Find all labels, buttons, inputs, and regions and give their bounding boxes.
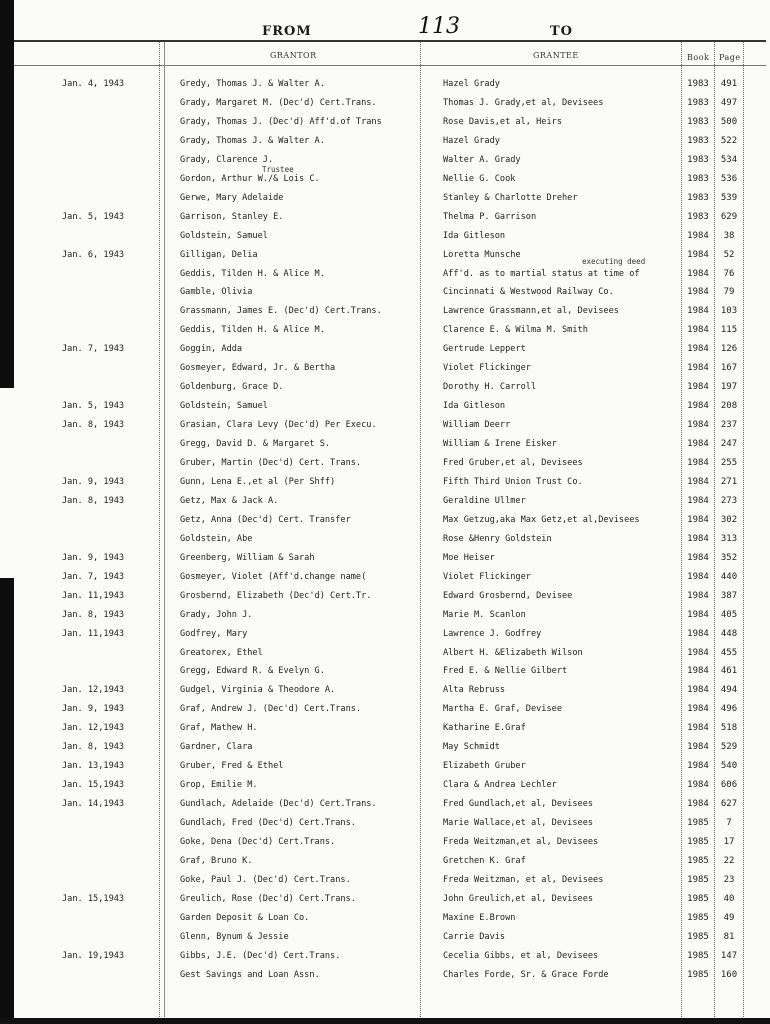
- entry-date: Jan. 9, 1943: [62, 704, 125, 715]
- book-number: 1984: [687, 799, 709, 810]
- ledger-row: [0, 265, 770, 284]
- ledger-row: [0, 681, 770, 700]
- page-number: 540: [720, 761, 738, 772]
- header-rule: [14, 40, 766, 42]
- ledger-row: [0, 246, 770, 265]
- entry-date: Jan. 5, 1943: [62, 211, 125, 222]
- page-number: 76: [723, 268, 735, 279]
- page-number: 38: [723, 230, 735, 241]
- ledger-row: [0, 416, 770, 435]
- grantor-name: Goldstein, Abe: [180, 533, 253, 544]
- grantee-name: Moe Heiser: [443, 552, 495, 563]
- grantor-name: Getz, Anna (Dec'd) Cert. Transfer: [180, 514, 351, 525]
- page-number: 237: [720, 420, 738, 431]
- ledger-row: [0, 511, 770, 530]
- ledger-row: [0, 435, 770, 454]
- ledger-row: [0, 151, 770, 170]
- ledger-row: [0, 113, 770, 132]
- page-number: 115: [720, 325, 738, 336]
- grantor-name: Gundlach, Fred (Dec'd) Cert.Trans.: [180, 818, 356, 829]
- ledger-row: [0, 75, 770, 94]
- grantee-name: Ida Gitleson: [443, 230, 506, 241]
- grantee-name: Marie M. Scanlon: [443, 609, 526, 620]
- page-number: 313: [720, 533, 738, 544]
- ledger-row: [0, 625, 770, 644]
- grantee-name: Gertrude Leppert: [443, 344, 526, 355]
- ledger-row: [0, 966, 770, 985]
- ledger-row: [0, 871, 770, 890]
- book-number: 1984: [687, 230, 709, 241]
- page-number: 22: [723, 855, 735, 866]
- grantee-name: Freda Weitzman,et al, Devisees: [443, 837, 599, 847]
- grantor-name: Grady, John J.: [180, 609, 253, 620]
- page-number: 23: [723, 874, 735, 885]
- book-number: 1984: [687, 647, 709, 658]
- book-number: 1984: [687, 704, 709, 715]
- grantee-name: William Deerr: [443, 420, 511, 431]
- page-column-header: Page: [719, 53, 741, 62]
- grantor-name: Gardner, Clara: [180, 742, 253, 753]
- page-number: 496: [720, 704, 738, 715]
- grantor-name: Gordon, Arthur W./& Lois C.: [180, 173, 320, 184]
- grantor-name: Gilligan, Delia: [180, 249, 258, 260]
- grantor-name: Garden Deposit & Loan Co.: [180, 912, 310, 923]
- grantor-name: Greulich, Rose (Dec'd) Cert.Trans.: [180, 893, 356, 904]
- grantor-name: Gregg, Edward R. & Evelyn G.: [180, 666, 325, 677]
- book-number: 1984: [687, 249, 709, 260]
- page-number: 273: [720, 495, 738, 506]
- grantee-name: Hazel Grady: [443, 79, 500, 89]
- grantee-name: Albert H. &Elizabeth Wilson: [443, 647, 583, 658]
- book-number: 1983: [687, 173, 709, 184]
- ledger-row: [0, 947, 770, 966]
- grantor-name: Gunn, Lena E.,et al (Per Shff): [180, 476, 336, 487]
- book-number: 1984: [687, 666, 709, 677]
- page-number: 81: [723, 931, 735, 942]
- entry-date: Jan. 8, 1943: [62, 609, 125, 620]
- entry-date: Jan. 11,1943: [62, 628, 125, 639]
- book-number: 1985: [687, 969, 709, 980]
- grantee-name: Fred E. & Nellie Gilbert: [443, 666, 568, 677]
- grantor-name: Gamble, Olivia: [180, 287, 253, 298]
- entry-date: Jan. 5, 1943: [62, 401, 125, 412]
- book-number: 1983: [687, 135, 709, 146]
- book-number: 1983: [687, 154, 709, 165]
- entry-date: Jan. 12,1943: [62, 685, 125, 696]
- entry-date: Jan. 8, 1943: [62, 420, 125, 431]
- book-number: 1984: [687, 685, 709, 696]
- to-heading: TO: [550, 24, 573, 39]
- from-heading: FROM: [262, 24, 312, 39]
- ledger-row: [0, 454, 770, 473]
- ledger-row: [0, 227, 770, 246]
- ledger-row: [0, 132, 770, 151]
- page-number: 534: [720, 154, 738, 165]
- book-number: 1984: [687, 780, 709, 791]
- entry-date: Jan. 19,1943: [62, 950, 125, 961]
- page-number: 491: [720, 79, 738, 89]
- entry-date: Jan. 14,1943: [62, 799, 125, 810]
- grantee-name: May Schmidt: [443, 742, 500, 753]
- book-number: 1985: [687, 837, 709, 847]
- book-number: 1984: [687, 420, 709, 431]
- page-number: 529: [720, 742, 738, 753]
- grantee-name: Max Getzug,aka Max Getz,et al,Devisees: [443, 514, 640, 525]
- book-number: 1983: [687, 79, 709, 89]
- page-number: 197: [720, 382, 738, 393]
- ledger-row: [0, 644, 770, 663]
- grantor-name: Grasian, Clara Levy (Dec'd) Per Execu.: [180, 420, 377, 431]
- page-number: 147: [720, 950, 738, 961]
- page-number: 49: [723, 912, 735, 923]
- page-number: 455: [720, 647, 738, 658]
- grantor-name: Gundlach, Adelaide (Dec'd) Cert.Trans.: [180, 799, 377, 810]
- grantor-name: Grady, Clarence J.: [180, 154, 274, 165]
- grantee-column-header: GRANTEE: [533, 51, 579, 60]
- grantee-name: Ida Gitleson: [443, 401, 506, 412]
- grantor-name: Glenn, Bynum & Jessie: [180, 931, 289, 942]
- book-number: 1983: [687, 192, 709, 203]
- page-number: 448: [720, 628, 738, 639]
- page-number: 352: [720, 552, 738, 563]
- page-number: 522: [720, 135, 738, 146]
- page-number: 461: [720, 666, 738, 677]
- ledger-row: [0, 473, 770, 492]
- ledger-row: [0, 795, 770, 814]
- ledger-row: [0, 776, 770, 795]
- grantor-name: Gibbs, J.E. (Dec'd) Cert.Trans.: [180, 950, 341, 961]
- ledger-row: [0, 94, 770, 113]
- grantee-name: Clara & Andrea Lechler: [443, 780, 557, 791]
- page-number: 497: [720, 97, 738, 108]
- grantor-name: Goke, Dena (Dec'd) Cert.Trans.: [180, 837, 336, 847]
- grantee-name: Hazel Grady: [443, 135, 500, 146]
- ledger-row: [0, 568, 770, 587]
- page-number: 518: [720, 723, 738, 734]
- page-number: 302: [720, 514, 738, 525]
- book-number: 1984: [687, 723, 709, 734]
- page-number: 79: [723, 287, 735, 298]
- grantee-name: Alta Rebruss: [443, 685, 506, 696]
- book-number: 1984: [687, 628, 709, 639]
- book-number: 1983: [687, 97, 709, 108]
- grantee-name: Dorothy H. Carroll: [443, 382, 537, 393]
- ledger-row: [0, 833, 770, 852]
- grantor-name: Grop, Emilie M.: [180, 780, 258, 791]
- grantee-name: Violet Flickinger: [443, 571, 531, 582]
- grantor-name: Gregg, David D. & Margaret S.: [180, 439, 331, 450]
- grantee-name: Geraldine Ullmer: [443, 495, 526, 506]
- book-number: 1984: [687, 571, 709, 582]
- grantor-name: Grassmann, James E. (Dec'd) Cert.Trans.: [180, 306, 382, 317]
- book-number: 1984: [687, 609, 709, 620]
- grantee-name: Edward Grosbernd, Devisee: [443, 590, 573, 601]
- entry-date: Jan. 8, 1943: [62, 742, 125, 753]
- book-number: 1984: [687, 590, 709, 601]
- book-number: 1985: [687, 931, 709, 942]
- book-number: 1983: [687, 211, 709, 222]
- book-number: 1985: [687, 855, 709, 866]
- grantee-name: Freda Weitzman, et al, Devisees: [443, 874, 604, 885]
- trustee-annotation: Trustee: [262, 165, 294, 174]
- ledger-row: [0, 757, 770, 776]
- ledger-row: [0, 719, 770, 738]
- book-number: 1984: [687, 344, 709, 355]
- entry-date: Jan. 15,1943: [62, 780, 125, 791]
- page-number: 405: [720, 609, 738, 620]
- entry-date: Jan. 6, 1943: [62, 249, 125, 260]
- grantor-name: Garrison, Stanley E.: [180, 211, 284, 222]
- book-number: 1984: [687, 533, 709, 544]
- book-number: 1985: [687, 950, 709, 961]
- page-number: 17: [723, 837, 735, 847]
- grantee-name: Lawrence Grassmann,et al, Devisees: [443, 306, 619, 317]
- ledger-row: [0, 189, 770, 208]
- page-number: 126: [720, 344, 738, 355]
- book-number: 1984: [687, 761, 709, 772]
- ledger-row: [0, 606, 770, 625]
- grantor-name: Graf, Bruno K.: [180, 855, 253, 866]
- book-number: 1984: [687, 476, 709, 487]
- entry-date: Jan. 15,1943: [62, 893, 125, 904]
- page-number: 536: [720, 173, 738, 184]
- page-number: 167: [720, 363, 738, 374]
- grantee-name: Gretchen K. Graf: [443, 855, 526, 866]
- grantee-name: Cincinnati & Westwood Railway Co.: [443, 287, 614, 298]
- grantee-name: Thelma P. Garrison: [443, 211, 537, 222]
- grantee-name: Marie Wallace,et al, Devisees: [443, 818, 594, 829]
- grantor-name: Gerwe, Mary Adelaide: [180, 192, 284, 203]
- grantor-name: Gruber, Martin (Dec'd) Cert. Trans.: [180, 458, 362, 468]
- book-number: 1984: [687, 287, 709, 298]
- page-number: 387: [720, 590, 738, 601]
- grantor-name: Grady, Thomas J. (Dec'd) Aff'd.of Trans: [180, 116, 382, 127]
- ledger-row: [0, 378, 770, 397]
- page-number: 440: [720, 571, 738, 582]
- handwritten-page-number: 113: [418, 14, 460, 39]
- grantor-name: Goldstein, Samuel: [180, 401, 268, 412]
- ledger-row: [0, 208, 770, 227]
- entry-date: Jan. 9, 1943: [62, 552, 125, 563]
- grantee-name: John Greulich,et al, Devisees: [443, 893, 594, 904]
- book-number: 1984: [687, 514, 709, 525]
- ledger-row: [0, 283, 770, 302]
- book-number: 1985: [687, 893, 709, 904]
- grantee-name: Rose &Henry Goldstein: [443, 533, 552, 544]
- ledger-row: [0, 321, 770, 340]
- grantor-name: Gudgel, Virginia & Theodore A.: [180, 685, 336, 696]
- executing-deed-annotation: executing deed: [582, 257, 646, 266]
- grantee-name: Carrie Davis: [443, 931, 506, 942]
- grantor-name: Gest Savings and Loan Assn.: [180, 969, 320, 980]
- grantor-name: Grady, Margaret M. (Dec'd) Cert.Trans.: [180, 97, 377, 108]
- grantor-name: Grosbernd, Elizabeth (Dec'd) Cert.Tr.: [180, 590, 372, 601]
- ledger-row: [0, 397, 770, 416]
- grantee-name: Katharine E.Graf: [443, 723, 526, 734]
- book-number: 1985: [687, 912, 709, 923]
- grantee-name: Lawrence J. Godfrey: [443, 628, 542, 639]
- grantee-name: Elizabeth Gruber: [443, 761, 526, 772]
- book-column-header: Book: [687, 53, 710, 62]
- ledger-row: [0, 530, 770, 549]
- book-number: 1984: [687, 268, 709, 279]
- grantee-name: Rose Davis,et al, Heirs: [443, 116, 562, 127]
- page-number: 629: [720, 211, 738, 222]
- book-number: 1984: [687, 363, 709, 374]
- grantee-name: Clarence E. & Wilma M. Smith: [443, 325, 588, 336]
- page-number: 160: [720, 969, 738, 980]
- book-number: 1984: [687, 439, 709, 450]
- ledger-row: [0, 340, 770, 359]
- book-number: 1984: [687, 552, 709, 563]
- book-number: 1984: [687, 382, 709, 393]
- grantor-name: Geddis, Tilden H. & Alice M.: [180, 325, 325, 336]
- grantor-name: Geddis, Tilden H. & Alice M.: [180, 268, 325, 279]
- grantor-name: Graf, Mathew H.: [180, 723, 258, 734]
- entry-date: Jan. 12,1943: [62, 723, 125, 734]
- grantor-name: Godfrey, Mary: [180, 628, 248, 639]
- grantee-name: Fred Gruber,et al, Devisees: [443, 458, 583, 468]
- page-number: 494: [720, 685, 738, 696]
- entry-date: Jan. 13,1943: [62, 761, 125, 772]
- book-number: 1984: [687, 325, 709, 336]
- book-number: 1984: [687, 742, 709, 753]
- page-number: 627: [720, 799, 738, 810]
- grantee-name: Violet Flickinger: [443, 363, 531, 374]
- ledger-row: [0, 587, 770, 606]
- ledger-row: [0, 549, 770, 568]
- page-number: 500: [720, 116, 738, 127]
- ledger-row: [0, 662, 770, 681]
- entry-date: Jan. 8, 1943: [62, 495, 125, 506]
- page-number: 255: [720, 458, 738, 468]
- grantee-name: Fifth Third Union Trust Co.: [443, 476, 583, 487]
- grantor-name: Gosmeyer, Violet (Aff'd.change name(: [180, 571, 367, 582]
- ledger-row: [0, 909, 770, 928]
- grantor-name: Goldstein, Samuel: [180, 230, 268, 241]
- grantor-name: Graf, Andrew J. (Dec'd) Cert.Trans.: [180, 704, 362, 715]
- page-number: 103: [720, 306, 738, 317]
- grantee-name: Loretta Munsche: [443, 249, 521, 260]
- grantor-name: Gruber, Fred & Ethel: [180, 761, 284, 772]
- ledger-row: [0, 928, 770, 947]
- book-number: 1984: [687, 495, 709, 506]
- grantor-name: Goke, Paul J. (Dec'd) Cert.Trans.: [180, 874, 351, 885]
- book-number: 1985: [687, 874, 709, 885]
- ledger-row: [0, 359, 770, 378]
- entry-date: Jan. 11,1943: [62, 590, 125, 601]
- grantor-name: Getz, Max & Jack A.: [180, 495, 279, 506]
- book-number: 1984: [687, 306, 709, 317]
- ledger-row: [0, 170, 770, 189]
- ledger-row: [0, 890, 770, 909]
- grantor-column-header: GRANTOR: [270, 51, 317, 60]
- ledger-row: [0, 814, 770, 833]
- grantor-name: Grady, Thomas J. & Walter A.: [180, 135, 325, 146]
- grantor-name: Gredy, Thomas J. & Walter A.: [180, 79, 325, 89]
- grantee-name: Fred Gundlach,et al, Devisees: [443, 799, 594, 810]
- book-number: 1984: [687, 458, 709, 468]
- ledger-row: [0, 700, 770, 719]
- grantor-name: Greatorex, Ethel: [180, 647, 263, 658]
- ledger-row: [0, 852, 770, 871]
- entry-date: Jan. 4, 1943: [62, 79, 125, 89]
- grantor-name: Goggin, Adda: [180, 344, 243, 355]
- page-number: 606: [720, 780, 738, 791]
- grantee-name: Cecelia Gibbs, et al, Devisees: [443, 950, 599, 961]
- page-number: 208: [720, 401, 738, 412]
- entry-date: Jan. 9, 1943: [62, 476, 125, 487]
- page-number: 271: [720, 476, 738, 487]
- book-number: 1983: [687, 116, 709, 127]
- grantee-name: Maxine E.Brown: [443, 912, 516, 923]
- page-number: 52: [723, 249, 735, 260]
- ledger-row: [0, 738, 770, 757]
- page-number: 247: [720, 439, 738, 450]
- grantee-name: William & Irene Eisker: [443, 439, 557, 450]
- grantee-name: Aff'd. as to martial status at time of: [443, 268, 640, 279]
- grantee-name: Stanley & Charlotte Dreher: [443, 192, 578, 203]
- book-number: 1985: [687, 818, 709, 829]
- ledger-row: [0, 492, 770, 511]
- grantee-name: Nellie G. Cook: [443, 173, 516, 184]
- page-number: 40: [723, 893, 735, 904]
- grantor-name: Goldenburg, Grace D.: [180, 382, 284, 393]
- page-number: 7: [726, 818, 732, 829]
- ledger-row: [0, 302, 770, 321]
- page-number: 539: [720, 192, 738, 203]
- grantor-name: Gosmeyer, Edward, Jr. & Bertha: [180, 363, 336, 374]
- grantee-name: Walter A. Grady: [443, 154, 521, 165]
- header-rule: [14, 65, 766, 66]
- entry-date: Jan. 7, 1943: [62, 344, 125, 355]
- entry-date: Jan. 7, 1943: [62, 571, 125, 582]
- grantee-name: Thomas J. Grady,et al, Devisees: [443, 97, 604, 108]
- scan-bottom-edge: [0, 1018, 770, 1024]
- book-number: 1984: [687, 401, 709, 412]
- grantee-name: Charles Forde, Sr. & Grace Forde: [443, 969, 609, 980]
- grantee-name: Martha E. Graf, Devisee: [443, 704, 562, 715]
- grantor-name: Greenberg, William & Sarah: [180, 552, 315, 563]
